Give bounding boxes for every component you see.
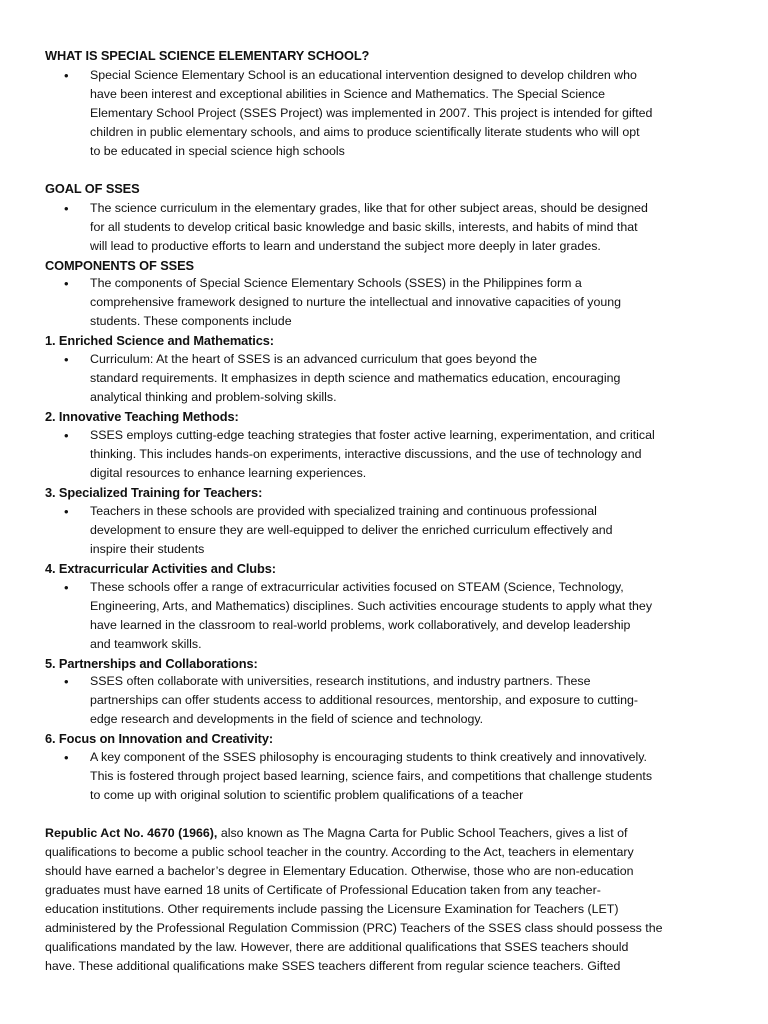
- bullet-text: [90, 426, 730, 483]
- text-line: should have earned a bachelor’s degree in Elementary Education. Otherwise, those who are non-education: [45, 864, 634, 878]
- text-line: SSES often collaborate with universities, research institutions, and industry partners. These: [90, 674, 591, 688]
- act-reference: Republic Act No. 4670 (1966),: [45, 826, 218, 840]
- bullet-text: [90, 350, 730, 407]
- section-heading-training: 3. Specialized Training for Teachers:: [45, 485, 263, 500]
- text-line: Elementary School Project (SSES Project) was implemented in 2007. This project is intended for gifted: [90, 106, 653, 120]
- text-line: qualifications to become a public school teacher in the country. According to the Act, teachers in elementary: [45, 845, 634, 859]
- text-line: Curriculum: At the heart of SSES is an advanced curriculum that goes beyond the: [90, 352, 537, 366]
- section-heading-innovation: 6. Focus on Innovation and Creativity:: [45, 731, 273, 746]
- section-heading-goal: GOAL OF SSES: [45, 181, 140, 196]
- text-line: graduates must have earned 18 units of Certificate of Professional Education taken from any teacher-: [45, 883, 601, 897]
- bullet-icon: •: [64, 750, 69, 765]
- text-line: The science curriculum in the elementary grades, like that for other subject areas, should be designed: [90, 201, 648, 215]
- section-heading-innovative-teaching: 2. Innovative Teaching Methods:: [45, 409, 239, 424]
- section-heading-extracurricular: 4. Extracurricular Activities and Clubs:: [45, 561, 276, 576]
- bullet-icon: •: [64, 201, 69, 216]
- text-line: This is fostered through project based learning, science fairs, and competitions that challenge students: [90, 769, 653, 783]
- bullet-icon: •: [64, 276, 69, 291]
- closing-paragraph: [45, 824, 725, 976]
- section-heading-enriched: 1. Enriched Science and Mathematics:: [45, 333, 274, 348]
- text-line: Special Science Elementary School is an educational intervention designed to develop children who: [90, 68, 637, 82]
- text-line: partnerships can offer students access to additional resources, mentorship, and exposure to cutting-: [90, 693, 639, 707]
- text-line: education institutions. Other requirements include passing the Licensure Examination for Teachers (LET): [45, 902, 619, 916]
- bullet-icon: •: [64, 352, 69, 367]
- text-line: to come up with original solution to scientific problem qualifications of a teacher: [90, 788, 524, 802]
- text-line: students. These components include: [90, 314, 292, 328]
- bullet-text: [90, 274, 730, 331]
- text-line: and teamwork skills.: [90, 637, 202, 651]
- text-line: Engineering, Arts, and Mathematics) disciplines. Such activities encourage students to apply what they: [90, 599, 653, 613]
- bullet-text: [90, 502, 730, 559]
- text-line: The components of Special Science Elementary Schools (SSES) in the Philippines form a: [90, 276, 582, 290]
- text-line: development to ensure they are well-equipped to deliver the enriched curriculum effectively and: [90, 523, 613, 537]
- bullet-text: [90, 578, 730, 654]
- section-heading-what-is-sses: WHAT IS SPECIAL SCIENCE ELEMENTARY SCHOOL?: [45, 48, 370, 63]
- bullet-text: [90, 672, 730, 729]
- bullet-text: [90, 748, 730, 805]
- text-line: qualifications mandated by the law. However, there are additional qualifications that SSES teachers should: [45, 940, 629, 954]
- text-line: administered by the Professional Regulation Commission (PRC) Teachers of the SSES class should possess the: [45, 921, 663, 935]
- section-heading-components: COMPONENTS OF SSES: [45, 258, 194, 273]
- text-line: have been interest and exceptional abilities in Science and Mathematics. The Special Science: [90, 87, 605, 101]
- bullet-icon: •: [64, 428, 69, 443]
- text-line: These schools offer a range of extracurricular activities focused on STEAM (Science, Technology,: [90, 580, 624, 594]
- bullet-text: [90, 199, 730, 256]
- text-line: standard requirements. It emphasizes in depth science and mathematics education, encouraging: [90, 371, 621, 385]
- bullet-text: [90, 66, 730, 161]
- bullet-icon: •: [64, 504, 69, 519]
- bullet-icon: •: [64, 580, 69, 595]
- text-line: digital resources to enhance learning experiences.: [90, 466, 367, 480]
- text-line: children in public elementary schools, and aims to produce scientifically literate students who will opt: [90, 125, 640, 139]
- text-line: [45, 824, 725, 843]
- text-line: inspire their students: [90, 542, 205, 556]
- section-heading-partnerships: 5. Partnerships and Collaborations:: [45, 656, 258, 671]
- text-line: edge research and developments in the field of science and technology.: [90, 712, 484, 726]
- text-line: have. These additional qualifications make SSES teachers different from regular science teachers. Gifted: [45, 959, 621, 973]
- text-line: for all students to develop critical basic knowledge and basic skills, interests, and habits of mind that: [90, 220, 638, 234]
- text-line: will lead to productive efforts to learn and understand the subject more deeply in later grades.: [90, 239, 601, 253]
- text-line: to be educated in special science high schools: [90, 144, 345, 158]
- bullet-icon: •: [64, 68, 69, 83]
- text-line: have learned in the classroom to real-world problems, work collaboratively, and develop leadership: [90, 618, 631, 632]
- text-line: A key component of the SSES philosophy is encouraging students to think creatively and innovatively.: [90, 750, 647, 764]
- text-line: Teachers in these schools are provided with specialized training and continuous professional: [90, 504, 597, 518]
- bullet-icon: •: [64, 674, 69, 689]
- text-line: SSES employs cutting-edge teaching strategies that foster active learning, experimentation, and critical: [90, 428, 655, 442]
- text-line: thinking. This includes hands-on experiments, interactive discussions, and the use of technology and: [90, 447, 642, 461]
- text-run: also known as The Magna Carta for Public School Teachers, gives a list of: [217, 826, 628, 840]
- text-line: analytical thinking and problem-solving skills.: [90, 390, 337, 404]
- text-line: comprehensive framework designed to nurture the intellectual and innovative capacities of young: [90, 295, 622, 309]
